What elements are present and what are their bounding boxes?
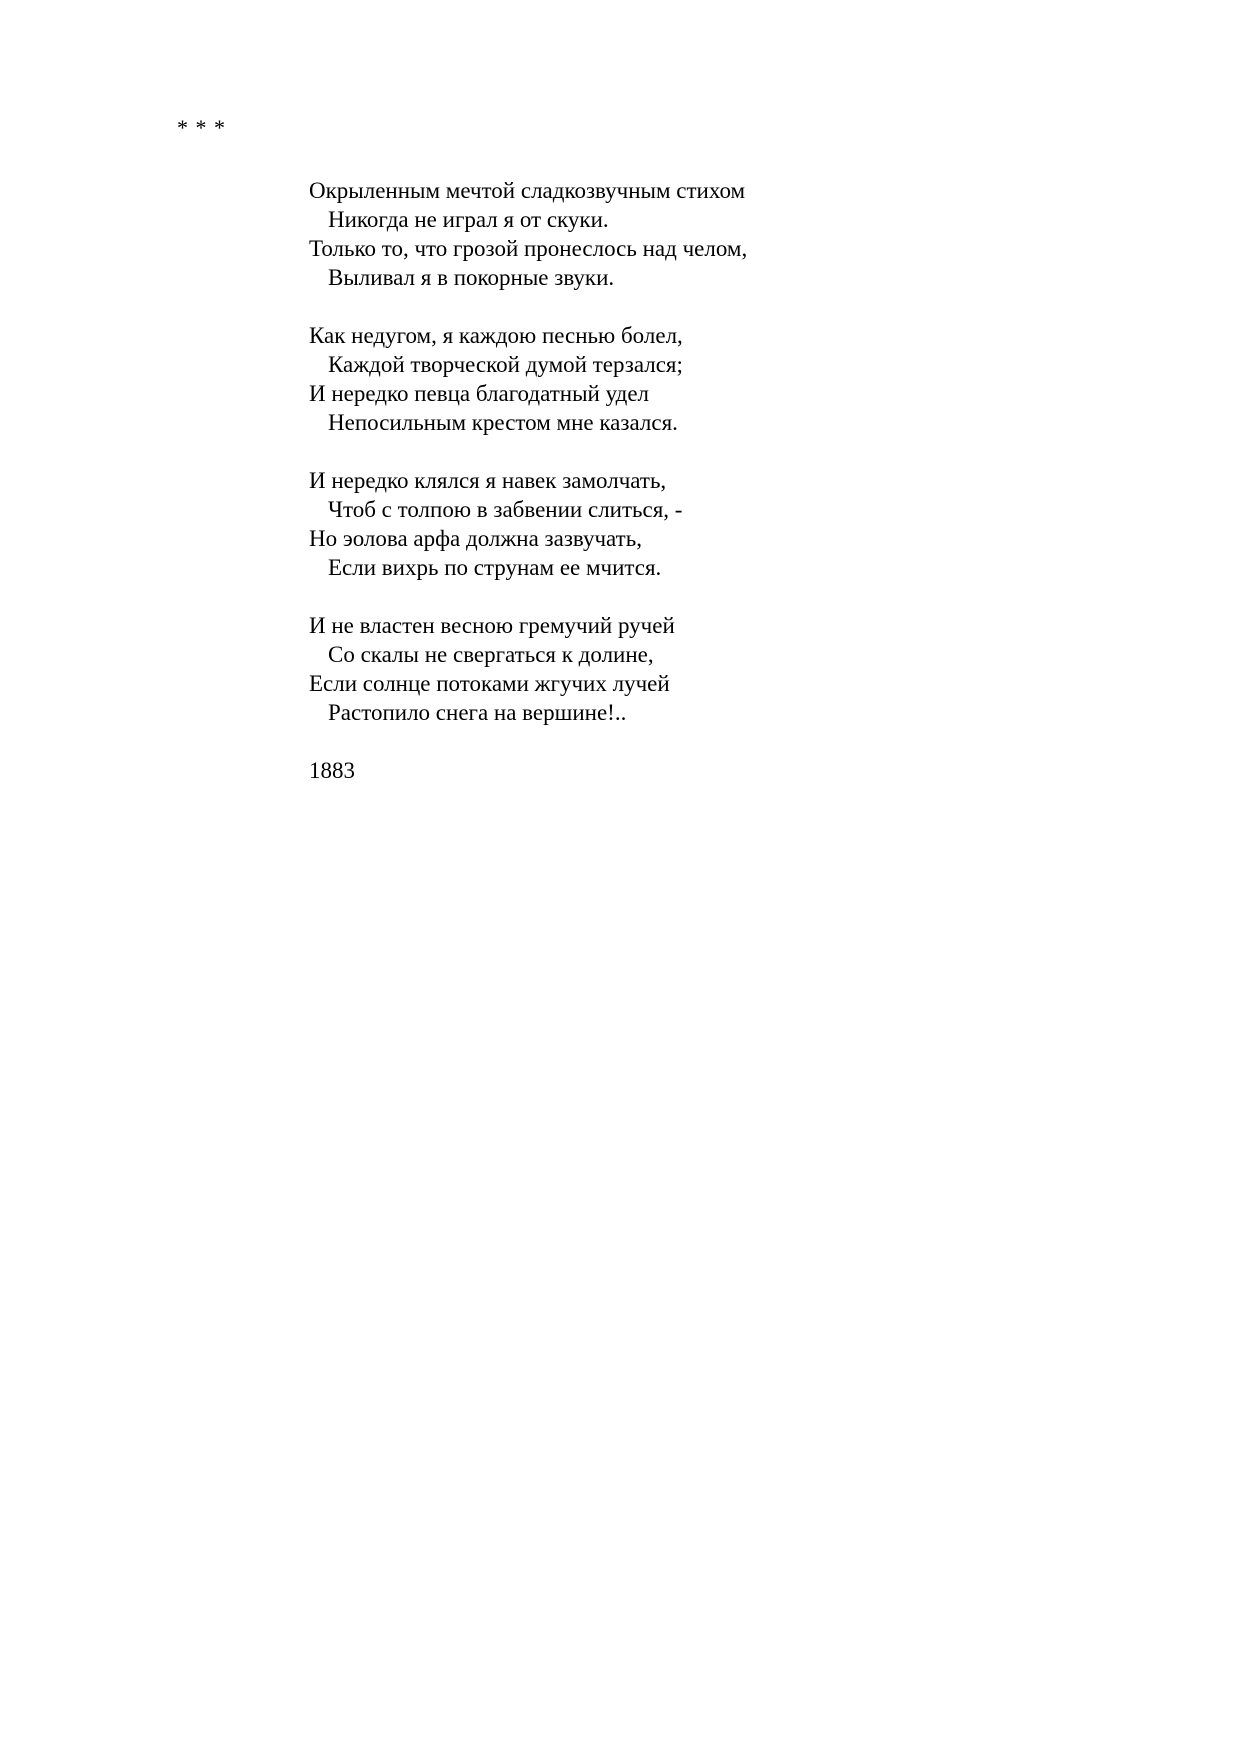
poem-line: Но эолова арфа должна зазвучать, (309, 526, 642, 551)
poem-line: Растопило снега на вершине!.. (328, 700, 627, 725)
poem-line: Если солнце потоками жгучих лучей (309, 671, 670, 696)
stanza-3 (309, 466, 1009, 582)
stanza-4 (309, 611, 1009, 727)
poem-title-asterisks: * * * (177, 115, 226, 140)
poem-line: И не властен весною гремучий ручей (309, 613, 675, 638)
poem-line: Со скалы не свергаться к долине, (328, 642, 654, 667)
poem-line: Никогда не играл я от скуки. (328, 207, 609, 232)
stanza-1 (309, 176, 1009, 292)
poem-line: Если вихрь по струнам ее мчится. (328, 555, 662, 580)
poem-line: Выливал я в покорные звуки. (328, 265, 615, 290)
poem-line: Чтоб с толпою в забвении слиться, - (328, 497, 683, 522)
poem-line: Только то, что грозой пронеслось над челом, (309, 236, 748, 261)
poem-year: 1883 (309, 758, 355, 783)
poem-body (309, 176, 1009, 785)
stanza-2 (309, 321, 1009, 437)
poem-line: Непосильным крестом мне казался. (328, 410, 678, 435)
poem-line: Каждой творческой думой терзался; (328, 352, 683, 377)
poem-line: И нередко клялся я навек замолчать, (309, 468, 667, 493)
poem-line: Как недугом, я каждою песнью болел, (309, 323, 683, 348)
poem-line: И нередко певца благодатный удел (309, 381, 650, 406)
poem-line: Окрыленным мечтой сладкозвучным стихом (309, 178, 746, 203)
